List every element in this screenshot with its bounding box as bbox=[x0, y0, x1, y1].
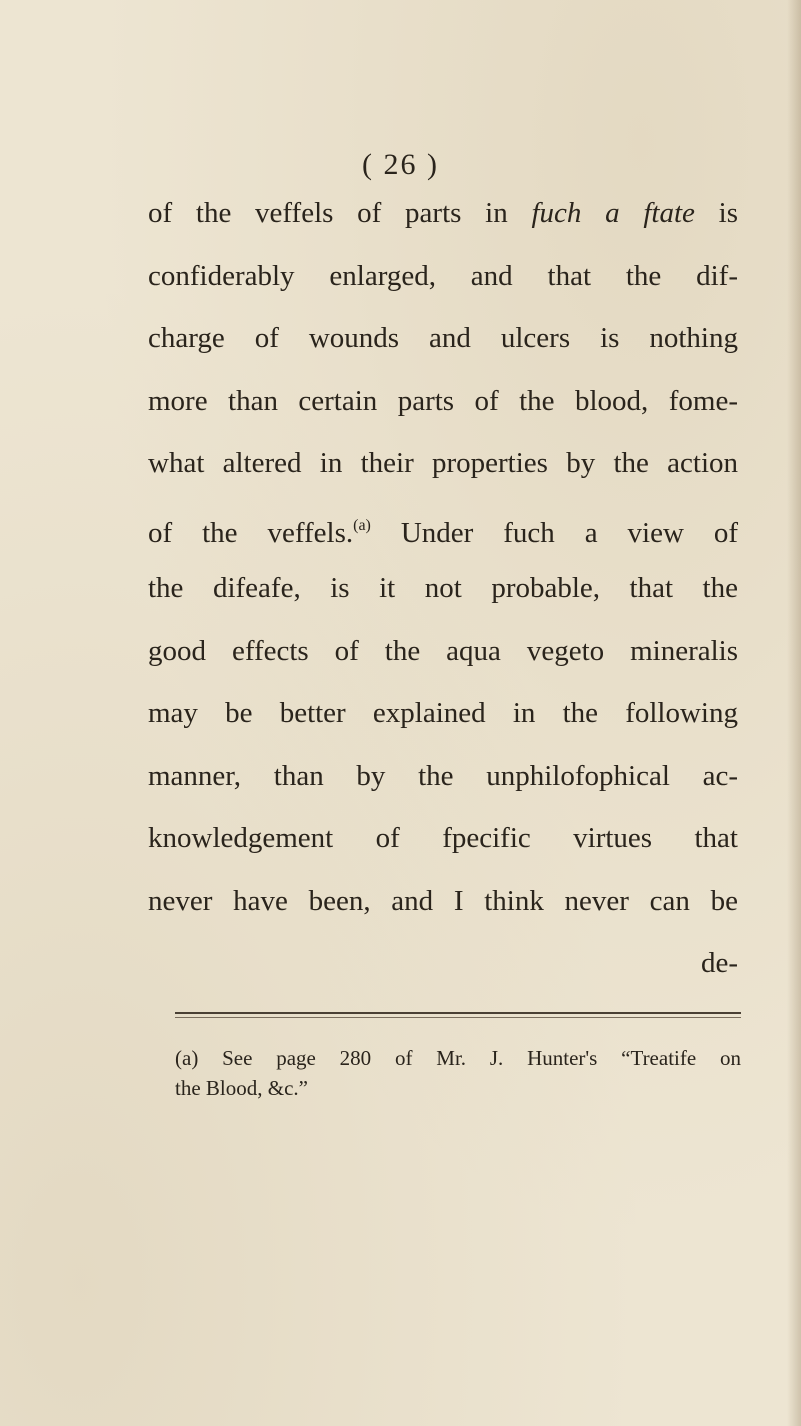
text-line-10: manner, than by the unphilofophical ac- bbox=[148, 760, 738, 792]
text-line-11: knowledgement of fpecific virtues that bbox=[148, 822, 738, 854]
text-line-3: charge of wounds and ulcers is nothing bbox=[148, 322, 738, 354]
footnote-divider-secondary bbox=[175, 1017, 741, 1018]
text-line-8: good effects of the aqua vegeto mineralis bbox=[148, 635, 738, 667]
italic-phrase: fuch a ftate bbox=[531, 197, 695, 229]
text-line-12: never have been, and I think never can be bbox=[148, 885, 738, 917]
text-line-7: the difeafe, is it not probable, that the bbox=[148, 572, 738, 604]
catchword: de- bbox=[700, 947, 738, 979]
footnote-line-2: the Blood, &c.” bbox=[175, 1076, 308, 1100]
text-line-1: of the veffels of parts in fuch a ftate is bbox=[148, 197, 738, 229]
text-line-4: more than certain parts of the blood, fome- bbox=[148, 385, 738, 417]
footnote-reference: (a) bbox=[353, 517, 371, 534]
text-line-6: of the veffels.$^{(a)}$ Under fuch a view of bbox=[148, 517, 739, 549]
text-line-9: may be better explained in the following bbox=[148, 697, 738, 729]
page-number: ( 26 ) bbox=[362, 148, 439, 181]
footnote-line-1: (a) See page 280 of Mr. J. Hunter's “Treatife on bbox=[175, 1046, 741, 1070]
page-edge-shadow bbox=[787, 0, 801, 1426]
text-line-2: confiderably enlarged, and that the dif- bbox=[148, 260, 738, 292]
text-line-5: what altered in their properties by the action bbox=[148, 447, 738, 479]
footnote-divider bbox=[175, 1012, 741, 1014]
